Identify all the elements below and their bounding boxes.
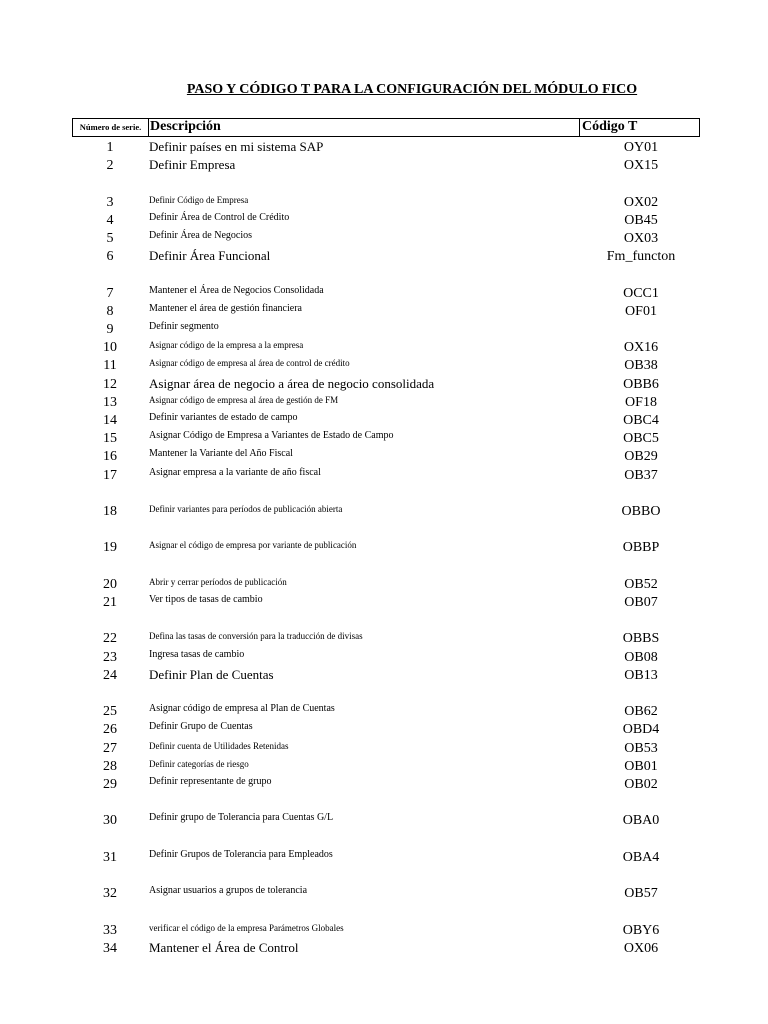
- step-description: Asignar código de la empresa a la empresa: [149, 340, 304, 351]
- transaction-code: OBA0: [622, 813, 660, 829]
- transaction-code: OBD4: [622, 722, 660, 738]
- step-description: Definir Grupo de Cuentas: [149, 721, 253, 733]
- step-description: Definir Área de Negocios: [149, 230, 253, 241]
- step-description: Definir Plan de Cuentas: [149, 666, 274, 682]
- table-row: [0, 411, 768, 429]
- transaction-code: OB37: [624, 467, 658, 483]
- transaction-code: OB29: [624, 449, 658, 465]
- transaction-code: OCC1: [623, 285, 659, 301]
- step-description: Asignar código de empresa al área de control de crédito: [149, 358, 350, 369]
- step-number: 22: [103, 631, 117, 647]
- table-row: [0, 466, 768, 484]
- transaction-code: Fm_functon: [606, 249, 676, 265]
- step-description: Mantener el Área de Negocios Consolidada: [149, 284, 324, 296]
- table-row: [0, 884, 768, 902]
- transaction-code: OBB6: [623, 376, 659, 392]
- step-number: 1: [106, 140, 114, 155]
- table-row: [0, 739, 768, 757]
- transaction-code: OB13: [624, 667, 658, 683]
- transaction-code: OB38: [624, 358, 658, 374]
- table-row: [0, 193, 768, 211]
- table-row: [0, 666, 768, 684]
- transaction-code: OX02: [623, 194, 659, 210]
- step-number: 27: [103, 740, 117, 756]
- transaction-code: OF18: [625, 394, 657, 410]
- step-number: 19: [103, 540, 117, 556]
- step-number: 7: [106, 285, 114, 301]
- transaction-code: OB57: [624, 886, 658, 902]
- step-number: 4: [106, 212, 114, 228]
- step-number: 25: [103, 704, 117, 720]
- transaction-code: OY01: [623, 140, 659, 155]
- transaction-code: OBC5: [623, 431, 659, 447]
- step-number: 17: [103, 467, 117, 483]
- step-number: 9: [106, 322, 114, 337]
- step-description: Asignar código de empresa al área de gestión de FM: [149, 394, 339, 405]
- step-description: Definir Grupos de Tolerancia para Empleados: [149, 848, 333, 860]
- table-row: [0, 356, 768, 374]
- step-description: Definir variantes de estado de campo: [149, 412, 298, 423]
- step-description: verificar el código de la empresa Parámetros Globales: [149, 922, 344, 933]
- table-row: [0, 429, 768, 447]
- step-number: 13: [103, 394, 117, 410]
- transaction-code: OB07: [624, 595, 658, 610]
- table-row: [0, 575, 768, 593]
- table-row: [0, 629, 768, 647]
- step-number: 23: [103, 649, 117, 665]
- transaction-code: OB45: [624, 212, 658, 228]
- step-number: 18: [103, 504, 117, 519]
- transaction-code: OB02: [624, 777, 658, 792]
- table-row: [0, 848, 768, 866]
- transaction-code: OX03: [623, 231, 659, 246]
- step-number: 33: [103, 922, 117, 938]
- step-number: 16: [103, 449, 117, 465]
- table-row: [0, 921, 768, 939]
- table-row: [0, 775, 768, 793]
- header-number: Número de serie.: [73, 119, 149, 136]
- table-row: [0, 447, 768, 465]
- table-row: [0, 229, 768, 247]
- table-row: [0, 757, 768, 775]
- page-title: PASO Y CÓDIGO T PARA LA CONFIGURACIÓN DEL MÓDULO FICO: [186, 82, 638, 97]
- step-description: Definir representante de grupo: [149, 776, 272, 787]
- step-number: 12: [103, 376, 117, 392]
- table-row: [0, 593, 768, 611]
- step-number: 5: [106, 231, 114, 246]
- step-number: 31: [103, 849, 117, 865]
- table-row: [0, 284, 768, 302]
- table-row: [0, 648, 768, 666]
- table-row: [0, 338, 768, 356]
- table-row: [0, 247, 768, 265]
- table-row: [0, 720, 768, 738]
- transaction-code: OB01: [624, 758, 658, 774]
- step-number: 6: [106, 249, 114, 265]
- step-description: Abrir y cerrar períodos de publicación: [149, 576, 287, 587]
- step-description: Ingresa tasas de cambio: [149, 648, 245, 660]
- transaction-code: OBBS: [622, 631, 660, 647]
- step-number: 21: [103, 595, 117, 610]
- transaction-code: OB53: [624, 740, 658, 756]
- table-row: [0, 211, 768, 229]
- step-number: 32: [103, 886, 117, 902]
- transaction-code: OB62: [624, 704, 658, 720]
- step-description: Definir Área Funcional: [149, 248, 271, 264]
- step-number: 15: [103, 431, 117, 447]
- step-description: Mantener el Área de Control: [149, 939, 299, 955]
- step-description: Definir Código de Empresa: [149, 194, 249, 205]
- step-description: Definir países en mi sistema SAP: [149, 139, 324, 154]
- step-number: 34: [103, 940, 117, 956]
- transaction-code: OBC4: [623, 413, 659, 428]
- table-row: [0, 138, 768, 156]
- step-description: Definir segmento: [149, 321, 219, 332]
- transaction-code: OX06: [623, 940, 659, 956]
- table-row: [0, 393, 768, 411]
- header-code: Código T: [582, 119, 638, 134]
- step-number: 26: [103, 722, 117, 738]
- step-number: 8: [106, 303, 114, 319]
- transaction-code: OB52: [624, 576, 658, 592]
- table-row: [0, 320, 768, 338]
- step-number: 10: [103, 340, 117, 356]
- step-description: Definir Área de Control de Crédito: [149, 211, 290, 223]
- table-row: [0, 702, 768, 720]
- step-description: Ver tipos de tasas de cambio: [149, 594, 263, 605]
- step-number: 24: [103, 667, 117, 683]
- transaction-code: OB08: [624, 649, 658, 665]
- step-description: Asignar empresa a la variante de año fiscal: [149, 466, 321, 478]
- step-description: Definir categorías de riesgo: [149, 758, 249, 769]
- step-description: Definir cuenta de Utilidades Retenidas: [149, 740, 289, 751]
- step-number: 3: [106, 194, 114, 210]
- transaction-code: OX16: [623, 340, 659, 356]
- table-row: [0, 811, 768, 829]
- step-number: 2: [106, 158, 114, 174]
- table-row: [0, 375, 768, 393]
- step-description: Definir Empresa: [149, 157, 236, 173]
- step-number: 29: [103, 777, 117, 792]
- step-description: Asignar el código de empresa por variante de publicación: [149, 540, 357, 551]
- table-row: [0, 502, 768, 520]
- header-description: Descripción: [148, 119, 580, 136]
- step-description: Asignar usuarios a grupos de tolerancia: [149, 885, 308, 897]
- transaction-code: OBBP: [622, 540, 660, 556]
- table-row: [0, 538, 768, 556]
- step-description: Asignar Código de Empresa a Variantes de Estado de Campo: [149, 430, 394, 442]
- transaction-code: OBY6: [622, 922, 660, 938]
- table-row: [0, 156, 768, 174]
- table-row: [0, 939, 768, 957]
- transaction-code: OBBO: [621, 504, 661, 519]
- step-description: Mantener la Variante del Año Fiscal: [149, 448, 293, 460]
- transaction-code: OF01: [625, 303, 657, 319]
- step-number: 11: [103, 358, 117, 374]
- step-description: Asignar área de negocio a área de negocio consolidada: [149, 375, 435, 391]
- step-number: 28: [103, 758, 117, 774]
- step-number: 20: [103, 576, 117, 592]
- transaction-code: OBA4: [622, 849, 660, 865]
- step-number: 14: [103, 413, 117, 428]
- transaction-code: OX15: [623, 158, 659, 174]
- table-row: [0, 302, 768, 320]
- step-description: Definir variantes para períodos de publicación abierta: [149, 504, 343, 514]
- step-description: Definir grupo de Tolerancia para Cuentas G/L: [149, 812, 334, 824]
- step-description: Asignar código de empresa al Plan de Cuentas: [149, 703, 335, 715]
- step-number: 30: [103, 813, 117, 829]
- step-description: Defina las tasas de conversión para la traducción de divisas: [149, 631, 363, 642]
- step-description: Mantener el área de gestión financiera: [149, 302, 302, 314]
